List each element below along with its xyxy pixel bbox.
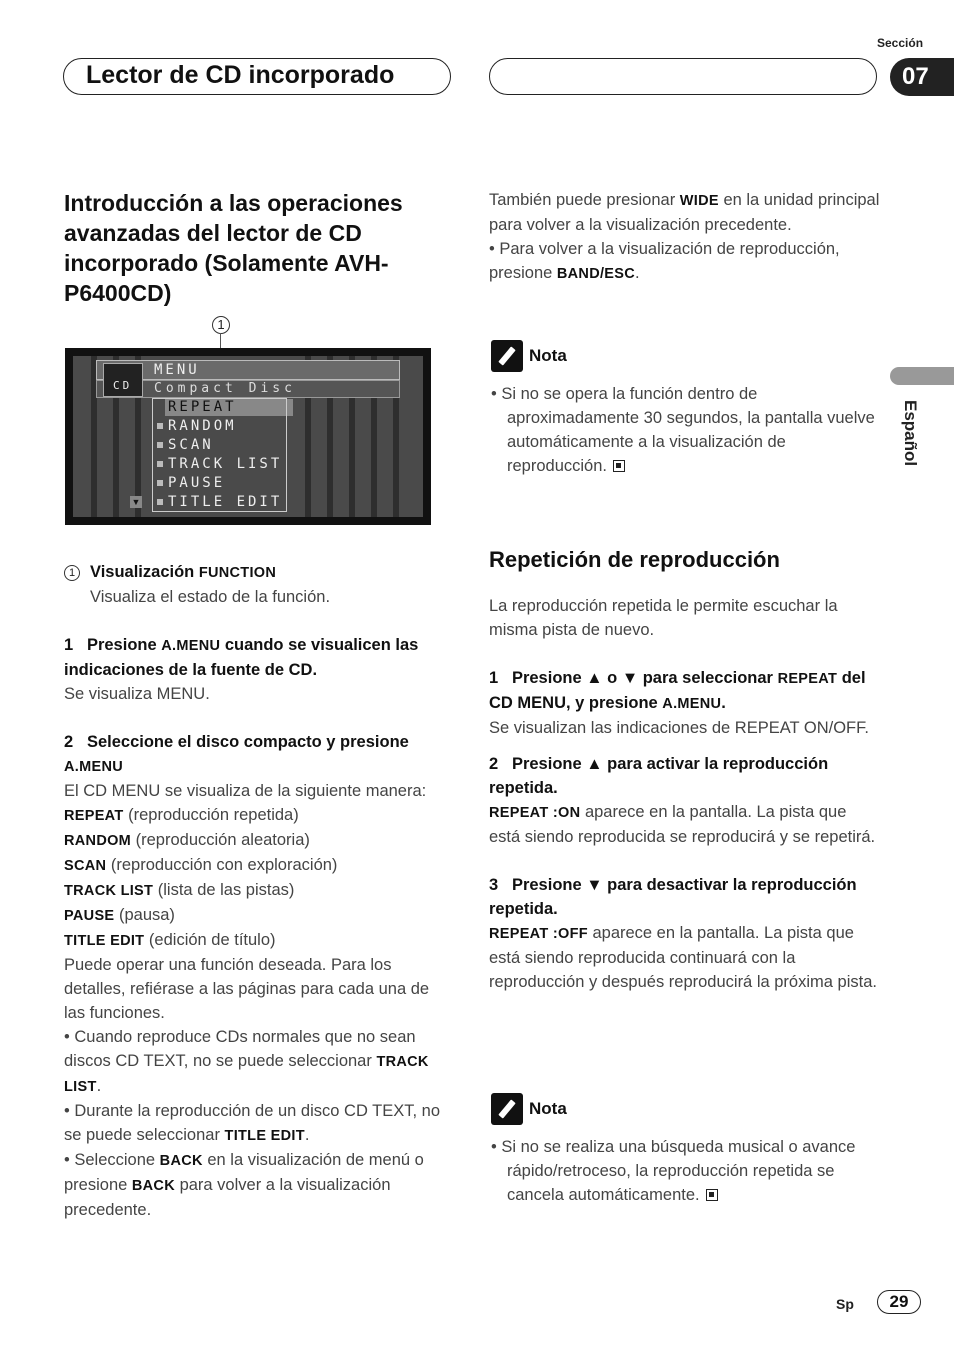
- right-body-main: [489, 548, 881, 994]
- screen-item-pause: PAUSE: [168, 475, 226, 491]
- right-body-top: [489, 188, 881, 286]
- left-bullet-3: • Seleccione BACK en la visualización de menú o presione BACK para volver a la visualización precedente.: [64, 1151, 424, 1219]
- menu-bullet: [157, 423, 163, 429]
- page-header-title: Lector de CD incorporado: [86, 61, 395, 89]
- legend-desc: Visualiza el estado de la función.: [90, 588, 331, 606]
- note-2-text: • Si no se realiza una búsqueda musical o avance rápido/retroceso, la reproducción repetida se cancela automáticamente.: [491, 1138, 856, 1204]
- legend-item: 1 Visualización FUNCTION: [64, 560, 454, 585]
- header-title-box: [63, 58, 451, 95]
- side-language-label: Español: [901, 400, 920, 467]
- note-label: Nota: [529, 1099, 567, 1118]
- function-item: TITLE EDIT (edición de título): [64, 931, 276, 949]
- note-pencil-icon: [491, 340, 523, 372]
- left-body: [64, 560, 454, 1222]
- menu-bullet: [157, 461, 163, 467]
- left-step-2: 2 Seleccione el disco compacto y presione A.MENU: [64, 733, 409, 775]
- screen-source-name: Compact Disc: [154, 381, 296, 396]
- side-tab-marker: [890, 367, 954, 385]
- page-number: 29: [877, 1290, 921, 1314]
- function-item: REPEAT (reproducción repetida): [64, 806, 299, 824]
- note-pencil-icon: [491, 1093, 523, 1125]
- screen-item-random: RANDOM: [168, 418, 237, 434]
- note-1: [491, 340, 883, 478]
- end-mark-icon: [706, 1189, 718, 1201]
- screen-item-title-edit: TITLE EDIT: [168, 494, 283, 510]
- screen-item-track-list: TRACK LIST: [168, 456, 283, 472]
- end-mark-icon: [613, 460, 625, 472]
- left-section-heading: Introducción a las operaciones avanzadas del lector de CD incorporado (Solamente AVH-P6400CD): [64, 190, 403, 306]
- left-step-2-result: El CD MENU se visualiza de la siguiente manera:: [64, 782, 427, 800]
- right-intro: También puede presionar WIDE en la unidad principal para volver a la visualización precedente.: [489, 191, 880, 234]
- function-item: TRACK LIST (lista de las pistas): [64, 881, 295, 899]
- right-intro-bullet: • Para volver a la visualización de reproducción, presione BAND/ESC.: [489, 240, 840, 282]
- left-bullet-2: • Durante la reproducción de un disco CD TEXT, no se puede seleccionar TITLE EDIT.: [64, 1102, 441, 1144]
- note-label: Nota: [529, 346, 567, 365]
- function-item: SCAN (reproducción con exploración): [64, 856, 338, 874]
- right-step-2-result: REPEAT :ON aparece en la pantalla. La pista que está siendo reproducida se reproducirá y se repetirá.: [489, 803, 876, 846]
- left-paragraph: Puede operar una función deseada. Para los detalles, refiérase a las páginas para cada una de las funciones.: [64, 956, 430, 1022]
- cd-disc-icon: [103, 363, 143, 397]
- function-item: PAUSE (pausa): [64, 906, 175, 924]
- left-heading-block: [64, 188, 444, 308]
- legend-num: 1: [64, 565, 80, 581]
- right-step-1-result: Se visualizan las indicaciones de REPEAT ON/OFF.: [489, 719, 869, 737]
- cd-label: CD: [113, 379, 133, 392]
- section-number-badge: 07: [890, 58, 954, 96]
- left-step-1-result: Se visualiza MENU.: [64, 685, 210, 703]
- scroll-down-icon: ▼: [131, 497, 141, 507]
- note-2: [491, 1093, 883, 1207]
- screen-item-repeat: REPEAT: [168, 399, 237, 415]
- left-step-1: 1 Presione A.MENU cuando se visualicen las indicaciones de la fuente de CD.: [64, 636, 419, 679]
- right-step-3: 3 Presione ▼ para desactivar la reproducción repetida.: [489, 876, 857, 918]
- right-step-1: 1 Presione ▲ o ▼ para seleccionar REPEAT del CD MENU, y presione A.MENU.: [489, 669, 866, 712]
- header-empty-box: [489, 58, 877, 95]
- screen-item-scan: SCAN: [168, 437, 214, 453]
- footer-language-code: Sp: [836, 1296, 854, 1312]
- section-label: Sección: [877, 36, 924, 50]
- callout-marker: 1: [212, 316, 230, 334]
- right-step-2: 2 Presione ▲ para activar la reproducción repetida.: [489, 755, 829, 797]
- right-step-3-result: REPEAT :OFF aparece en la pantalla. La pista que está siendo reproducida continuará con la reproducción y después reproducirá la próxima pista.: [489, 924, 877, 991]
- left-bullet-1: • Cuando reproduce CDs normales que no sean discos CD TEXT, no se puede seleccionar TRACK LIST.: [64, 1028, 429, 1095]
- menu-bullet: [157, 442, 163, 448]
- function-item: RANDOM (reproducción aleatoria): [64, 831, 310, 849]
- note-1-text: • Si no se opera la función dentro de aproximadamente 30 segundos, la pantalla vuelve automáticamente a la visualización de reproducción.: [491, 385, 875, 475]
- menu-bullet: [157, 499, 163, 505]
- right-section-heading: Repetición de reproducción: [489, 547, 780, 572]
- right-desc: La reproducción repetida le permite escuchar la misma pista de nuevo.: [489, 597, 838, 639]
- menu-bullet: [157, 480, 163, 486]
- screen-menu-title: MENU: [154, 362, 200, 378]
